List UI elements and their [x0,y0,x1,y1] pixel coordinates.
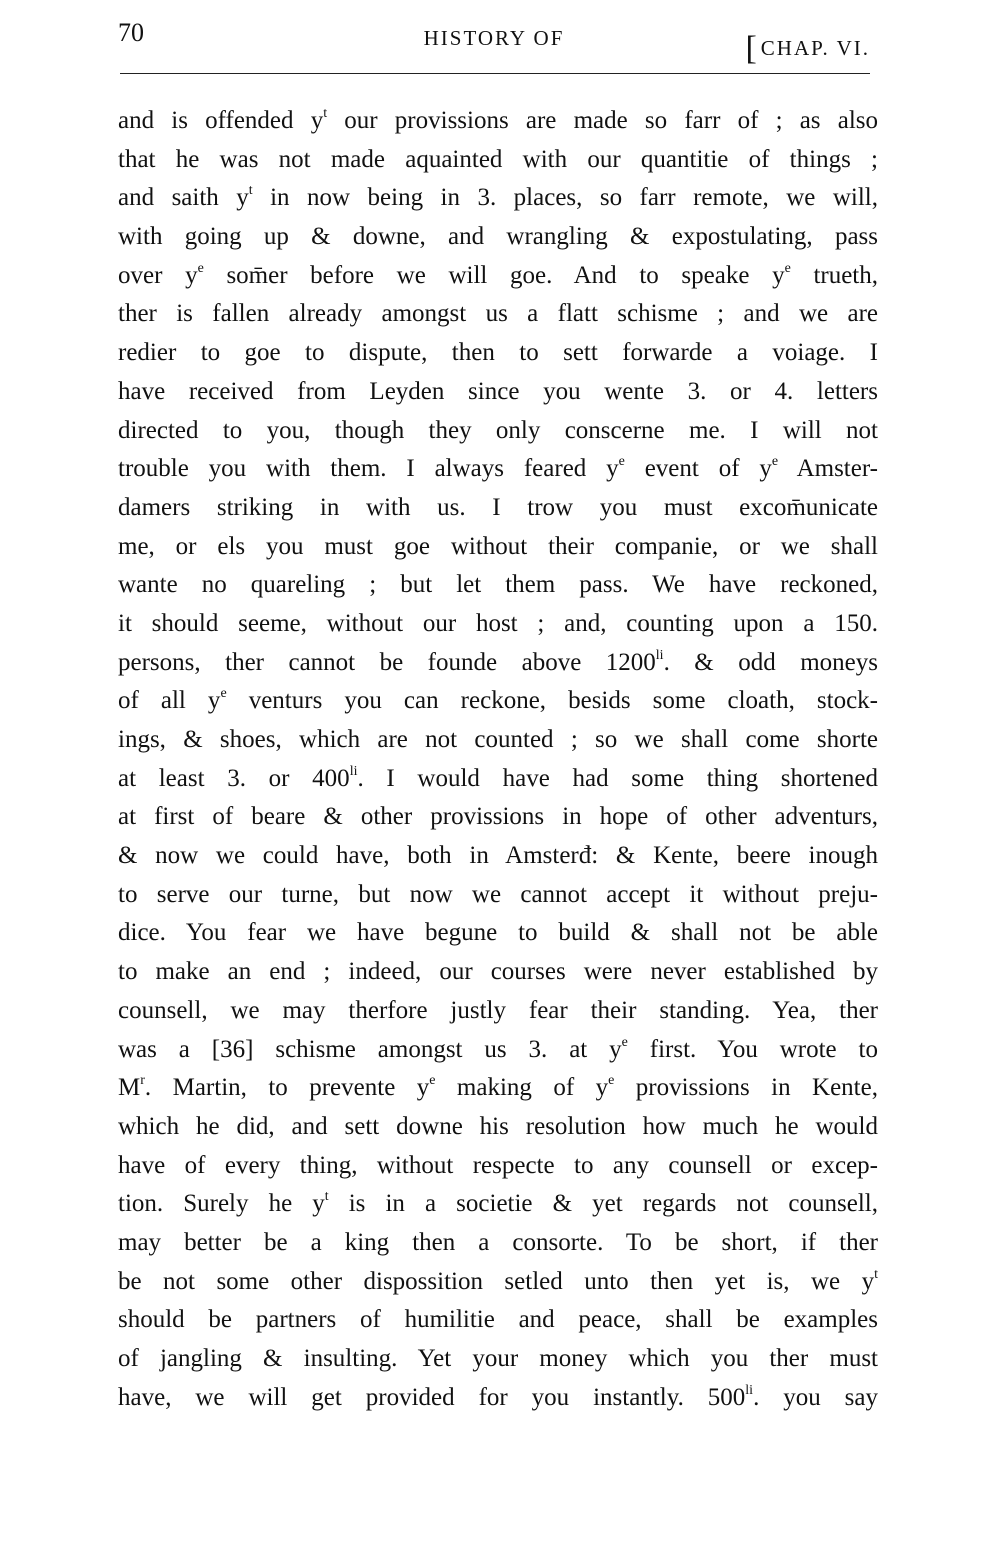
superscript: t [323,106,328,121]
text-line: at least 3. or $400^{li}$. I would have had some thing shortened [118,763,878,792]
superscript: e [618,454,625,470]
text-line: with going up & downe, and wrangling & expostulating, pass [118,223,878,251]
text-line: and is offended $y^t$ our provissions are made so farr of ; as also [118,106,878,134]
text-line: damers striking in with us. I trow you must excom̄unicate [118,493,878,521]
text-line: me, or els you must goe without their companie, or we shall [118,532,878,560]
text-line: dice. You fear we have begune to build & shall not be able [118,919,878,947]
text-line: $M^r$. Martin, to prevente $y^e$ making of $y^e$ provissions in Kente, [118,1073,878,1102]
text-line: of jangling & insulting. Yet your money which you ther must [118,1345,878,1372]
text-line: have of every thing, without respecte to any counsell or excep- [118,1151,878,1179]
superscript: t [874,1266,878,1282]
text-line: wante no quareling ; but let them pass. We have reckoned, [118,571,878,599]
superscript: e [608,1073,615,1089]
superscript: e [621,1034,628,1050]
text-line: at first of beare & other provissions in hope of other adventurs, [118,803,878,831]
text-line: have, we will get provided for you instantly. $500^{li}$. you say [118,1382,879,1411]
superscript: li [349,763,358,779]
text-line: to make an end ; indeed, our courses were never established by [118,958,878,986]
text-line: persons, ther cannot be founde above $1200^{li}$. & odd moneys [118,647,878,676]
text-line: ings, & shoes, which are not counted ; so we shall come shorte [118,726,878,753]
text-line: to serve our turne, but now we cannot accept it without preju- [118,880,878,908]
superscript: r [140,1073,145,1089]
text-line: directed to you, though they only conscerne me. I will not [118,416,878,444]
superscript: e [429,1073,436,1089]
superscript: t [248,183,253,199]
text-line: should be partners of humilitie and peace, shall be examples [118,1306,878,1334]
chapter-text: CHAP. VI. [760,36,870,60]
text-line: ther is fallen already amongst us a flatt schisme ; and we are [118,300,878,328]
text-line: and saith $y^t$ in now being in 3. places, so farr remote, we will, [118,183,878,212]
text-line: was a [36] schisme amongst us 3. at $y^e$ first. You wrote to [118,1034,879,1063]
text-line: & now we could have, both in Amsterđ: & Kente, beere inough [118,842,878,870]
text-line: it should seeme, without our host ; and, counting upon a 150. [118,609,878,637]
text-line: may better be a king then a consorte. To be short, if ther [118,1228,878,1256]
text-line: tion. Surely he $y^t$ is in a societie & yet regards not counsell, [118,1189,878,1218]
superscript: e [197,260,204,276]
text-line: that he was not made aquainted with our quantitie of things ; [118,145,878,173]
superscript: li [655,647,664,663]
header-rule [120,73,870,74]
superscript: e [220,686,227,702]
text-line: which he did, and sett downe his resolution how much he would [118,1112,878,1140]
chapter-bracket: [ [745,30,759,67]
superscript: e [771,454,779,470]
chapter-label [745,26,870,67]
superscript: e [784,260,791,276]
text-line: counsell, we may therfore justly fear their standing. Yea, ther [118,996,878,1024]
body-text [118,102,878,1417]
text-line: be not some other dispossition setled unto then yet is, we $y^t$ [118,1266,878,1295]
text-line: redier to goe to dispute, then to sett forwarde a voiage. I [118,339,878,367]
text-line: have received from Leyden since you wente 3. or 4. letters [118,377,878,405]
running-title: HISTORY OF [423,26,565,50]
page-number: 70 [118,18,144,47]
text-line: trouble you with them. I always feared $y^e$ event of $y^e$ Amster- [118,454,879,483]
text-line: of all $y^e$ venturs you can reckone, besids some cloath, stock- [118,686,878,715]
page-header [118,18,870,67]
superscript: li [745,1382,754,1398]
superscript: t [324,1189,329,1205]
text-line: over $y^e$ som̄er before we will goe. And to speake $y^e$ trueth, [118,260,879,289]
